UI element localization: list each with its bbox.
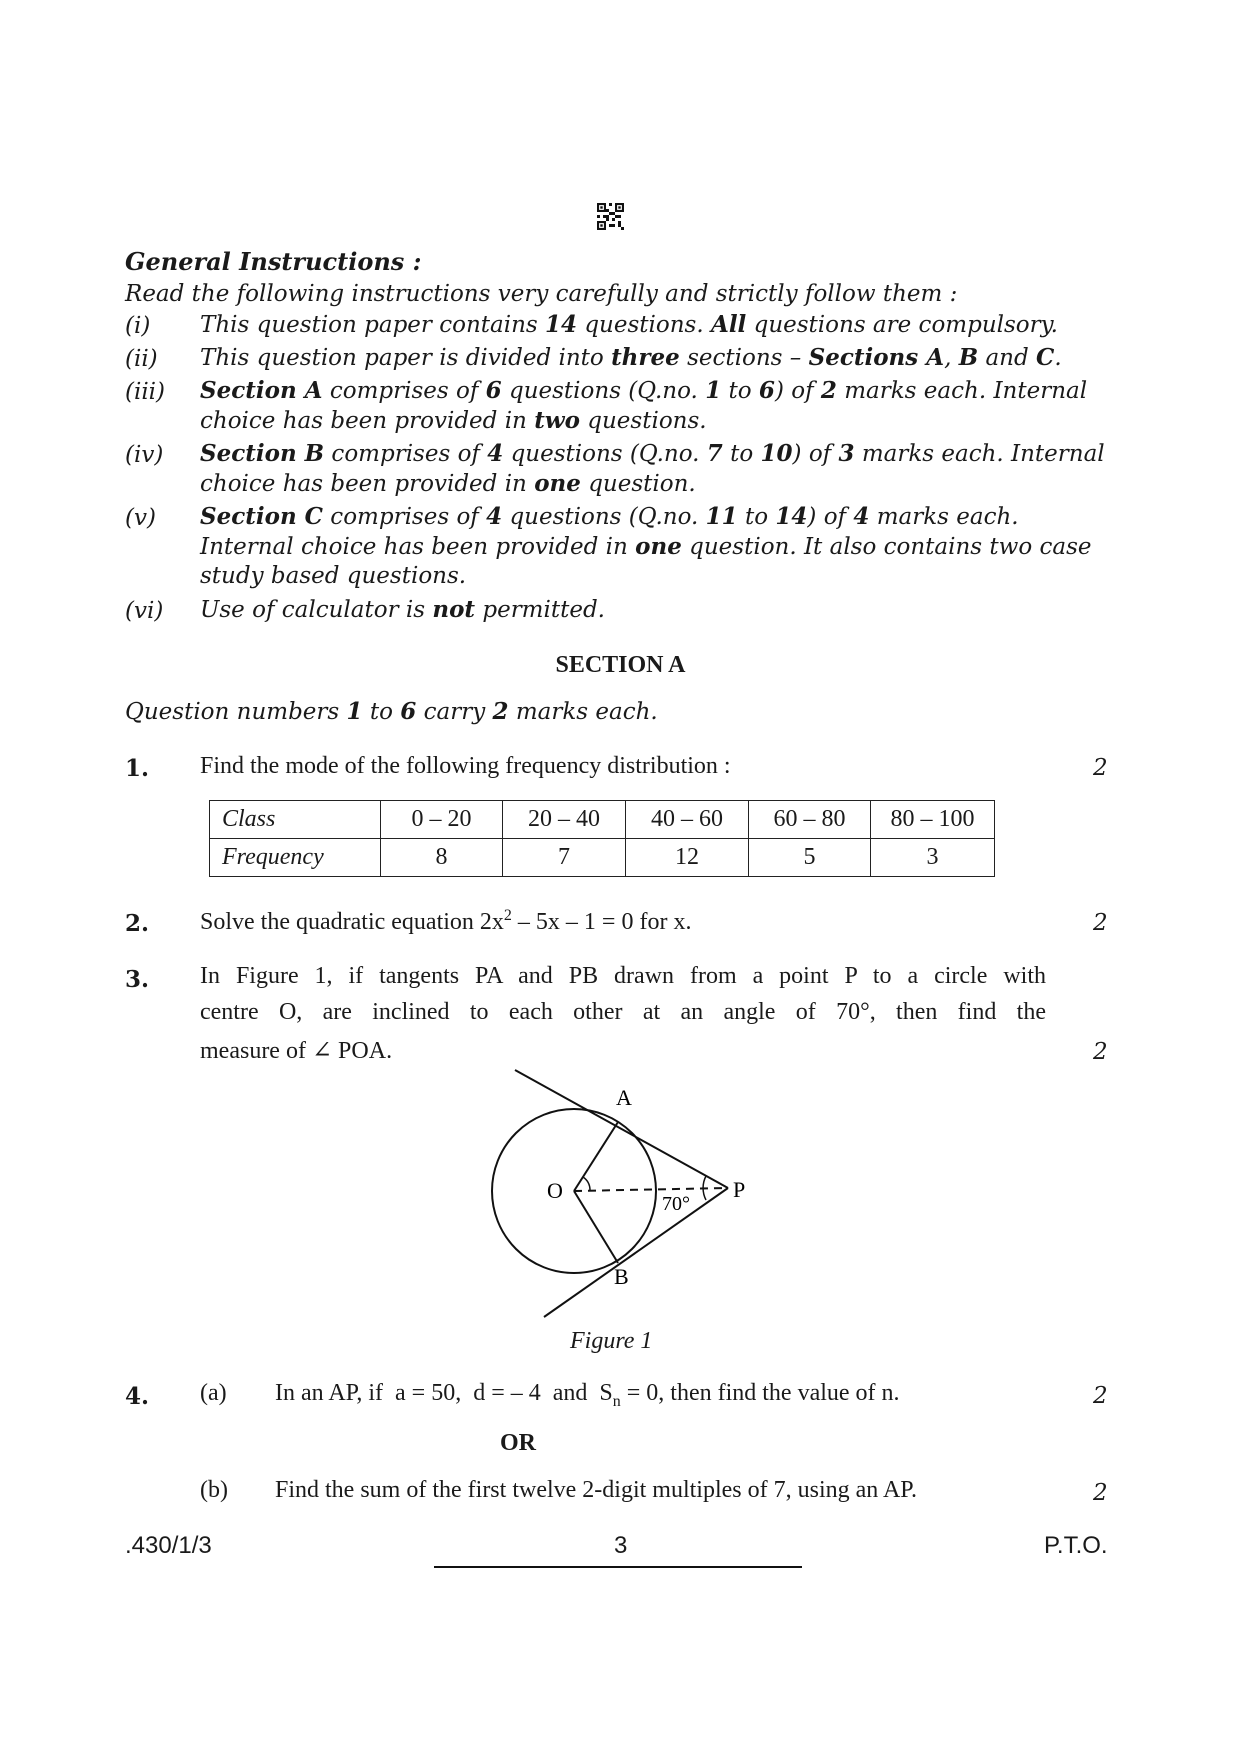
q2-eq-sup: 2 [503,907,512,924]
q3-line1: In Figure 1, if tangents PA and PB drawn from a point P to a circle with [200,963,1046,989]
frequency-label: Frequency [210,839,381,877]
note-fragment: 1 [346,698,363,725]
frequency-cell: 12 [626,839,749,877]
instruction-text [200,376,1105,436]
note-fragment: 6 [400,698,417,725]
instruction-fragment: C [1036,344,1055,371]
instruction-fragment: comprises of [323,504,487,530]
q2-text [200,907,691,936]
class-label: Class [210,801,381,839]
note-fragment: carry [416,699,493,725]
q4a-post: = 0, then find the value of n. [620,1380,900,1406]
instruction-fragment: marks each. Internal choice has been provided in [200,504,1019,560]
label-p: P [733,1177,746,1202]
q3-line2: centre O, are inclined to each other at an angle of 70°, then find the [200,999,1046,1025]
table-row-class [210,801,995,839]
instructions-intro: Read the following instructions very carefully and strictly follow them : [125,281,958,307]
q4b-text: Find the sum of the first twelve 2-digit multiples of 7, using an AP. [275,1477,917,1503]
q1-marks: 2 [1093,755,1108,781]
instruction-fragment: Use of calculator is [200,597,433,623]
or-divider: OR [500,1430,536,1456]
instruction-number: (v) [125,505,156,531]
instruction-fragment: permitted. [475,597,605,623]
instruction-text [200,502,1105,591]
q3-marks: 2 [1093,1039,1108,1065]
angle-arc-o [583,1177,590,1190]
instruction-fragment: Section B [200,440,325,467]
instruction-fragment: comprises of [324,441,488,467]
note-fragment: Question numbers [125,699,347,725]
instruction-fragment: 4 [486,503,503,530]
class-cell: 20 – 40 [503,801,626,839]
q4a-marks: 2 [1093,1383,1108,1409]
q2-eq-b: – 5x – 1 = 0 [511,909,634,935]
table-row-frequency [210,839,995,877]
instruction-fragment: questions (Q.no. [502,504,706,530]
q4a-label: (a) [200,1380,227,1406]
label-b: B [614,1264,629,1289]
frequency-table [209,800,995,877]
instruction-fragment: questions. [579,408,707,434]
tangent-circle-figure [470,1060,760,1330]
instruction-fragment: 3 [838,440,855,467]
instruction-number: (ii) [125,346,158,372]
instruction-fragment: This question paper is divided into [200,345,612,371]
instruction-fragment: B [958,344,979,371]
q4b-label: (b) [200,1477,228,1503]
instruction-fragment: sections – [679,345,809,371]
section-a-note [125,698,658,725]
instruction-fragment: 11 [705,503,738,530]
instruction-fragment: Section A [200,377,323,404]
page-number: 3 [614,1532,628,1559]
class-cell: 60 – 80 [749,801,871,839]
page-underline [434,1566,802,1568]
q3-line3: measure of ∠ POA. [200,1038,393,1064]
instruction-fragment: one [534,470,581,497]
q4b-marks: 2 [1093,1480,1108,1506]
frequency-cell: 7 [503,839,626,877]
radius-oa [574,1122,618,1191]
q1-number: 1. [125,755,150,782]
q2-eq-a: 2x [479,909,504,935]
q2-marks: 2 [1093,910,1108,936]
instruction-fragment: This question paper contains [200,312,545,338]
q2-number: 2. [125,910,150,937]
label-o: O [547,1178,563,1203]
angle-label: 70° [662,1193,690,1215]
instruction-fragment: question. [580,471,696,497]
q4a-pre: In an AP, if a = 50, d = – 4 and S [275,1380,613,1406]
instruction-fragment: to [722,441,761,467]
instruction-fragment: questions (Q.no. [503,441,707,467]
q3-number: 3. [125,966,150,993]
class-cell: 0 – 20 [381,801,503,839]
instruction-fragment: one [635,533,682,560]
q1-text: Find the mode of the following frequency distribution : [200,753,731,779]
instructions-title: General Instructions : [125,247,422,276]
frequency-cell: 5 [749,839,871,877]
instruction-fragment: 4 [853,503,870,530]
class-cell: 80 – 100 [871,801,995,839]
instruction-fragment: to [721,378,759,404]
instruction-text [200,343,1105,373]
instruction-fragment: Sections A [808,344,945,371]
note-fragment: to [362,699,401,725]
instruction-fragment: , [944,345,959,371]
instruction-fragment: questions (Q.no. [501,378,706,404]
pto-label: P.T.O. [1044,1532,1108,1559]
section-a-heading: SECTION A [555,652,686,678]
q4-number: 4. [125,1383,150,1410]
instruction-fragment: and [978,345,1037,371]
instruction-fragment: . [1054,345,1062,371]
instruction-fragment: 6 [485,377,502,404]
instruction-fragment: marks each. Internal choice has been provided in [200,378,1088,434]
instruction-fragment: not [432,596,476,623]
instruction-fragment: 4 [487,440,504,467]
instruction-number: (iv) [125,442,164,468]
instruction-text [200,310,1105,340]
figure-caption: Figure 1 [570,1328,653,1354]
instruction-fragment: 2 [820,377,837,404]
instruction-fragment: questions are compulsory. [746,312,1058,338]
qr-code-icon [597,203,624,230]
instruction-text [200,439,1105,499]
instruction-fragment: 6 [758,377,775,404]
instruction-fragment: 14 [545,311,578,338]
q2-pre: Solve the quadratic equation [200,909,480,935]
class-cell: 40 – 60 [626,801,749,839]
instruction-fragment: question. It also contains two case study based questions. [200,534,1092,589]
note-fragment: marks each. [508,699,658,725]
instruction-fragment: comprises of [322,378,486,404]
instruction-fragment: 7 [706,440,723,467]
instruction-fragment: three [611,344,680,371]
instruction-fragment: Section C [200,503,323,530]
instruction-fragment: two [534,407,580,434]
instruction-fragment: 10 [760,440,793,467]
instruction-fragment: 1 [705,377,722,404]
note-fragment: 2 [492,698,509,725]
instruction-fragment: questions. [577,312,711,338]
instruction-fragment: 14 [775,503,808,530]
instruction-text [200,595,1105,625]
segment-op [574,1188,728,1191]
instruction-number: (vi) [125,598,164,624]
instruction-fragment: All [710,311,747,338]
frequency-cell: 8 [381,839,503,877]
label-a: A [616,1085,632,1110]
tangent-pb [544,1188,728,1317]
instruction-number: (iii) [125,379,166,405]
q4a-sub: n [612,1392,621,1410]
instruction-fragment: ) of [807,504,854,530]
radius-ob [574,1191,618,1263]
q4a-text [275,1380,900,1411]
instruction-fragment: ) of [792,441,839,467]
instruction-fragment: ) of [774,378,821,404]
frequency-cell: 3 [871,839,995,877]
instruction-fragment: marks each. Internal choice has been provided in [200,441,1105,497]
paper-code: .430/1/3 [125,1532,212,1559]
instruction-fragment: to [737,504,776,530]
q2-post: for x. [633,909,692,935]
instruction-number: (i) [125,313,151,339]
